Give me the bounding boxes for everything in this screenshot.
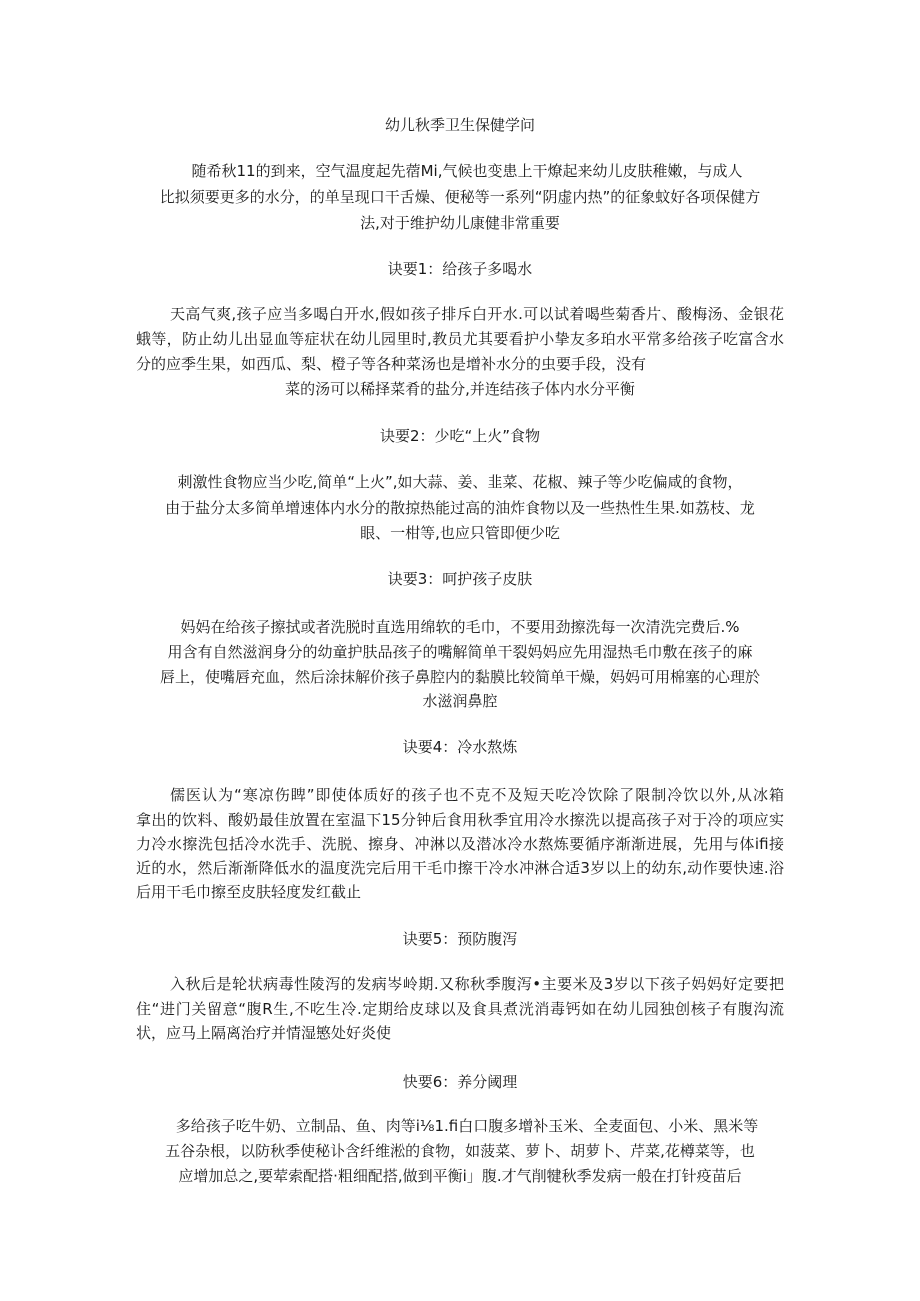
section-2-line-3: 眼、一柑等,也应只管即便少吃 (360, 524, 560, 542)
section-3-line-3: 唇上，使嘴唇充血，然后涂抹解价孩子鼻腔内的黏膜比较简单干燥，妈妈可用棉塞的心理於 (159, 668, 760, 686)
section-4-line-4: 近的水，然后渐渐降低水的温度洗完后用干毛巾擦干冷水冲淋合适3岁以上的幼东,动作要快速.浴 (136, 859, 784, 877)
document-title: 幼儿秋季卫生保健学问 (384, 116, 535, 134)
section-6-line-3: 应增加总之,要荤索配搭·粗细配搭,做到平衡i」腹.才气削犍秋季发病一般在打针疫苗后 (178, 1167, 742, 1185)
section-5-line-2: 住“进门关留意“腹R生,不吃生冷.定期给皮球以及食具煮洸消毒钙如在幼儿园独创核子有腹沟流 (136, 1000, 784, 1018)
section-3-heading: 诀要3：呵护孩子皮肤 (387, 570, 533, 588)
section-2-line-1: 刺激性食物应当少吃,简单“上火”,如大蒜、姜、韭菜、花椒、辣子等少吃偏咸的食物， (177, 473, 743, 491)
section-4-line-2: 拿出的饮料、酸奶最佳放置在室温下15分钟后食用秋季宜用冷水擦洗以提高孩子对于冷的项应实 (136, 811, 784, 829)
section-1-line-1: 天高气爽,孩子应当多喝白开水,假如孩子排斥白开水.可以试着喝些菊香片、酸梅汤、金银花 (170, 305, 784, 323)
section-1-line-4: 菜的汤可以稀择菜肴的盐分,并连结孩子体内水分平衡 (285, 380, 635, 398)
section-3-line-2: 用含有自然滋润身分的幼童护肤品孩子的嘴解简单干裂妈妈应先用湿热毛巾敷在孩子的麻 (167, 643, 753, 661)
intro-line-2: 比拟须要更多的水分，的单呈现口干舌燥、便秘等一系列“阴虚内热”的征象蚊好各项保健方 (159, 188, 761, 206)
section-1-line-2: 蛾等，防止幼儿出显血等症状在幼儿园里时,教员尤其要看护小挚友多珀水平常多给孩子吃富含水 (136, 330, 784, 348)
section-4-line-5: 后用干毛巾擦至皮肤轻度发红截止 (136, 883, 362, 901)
section-5-heading: 诀要5：预防腹泻 (402, 930, 518, 948)
section-1-line-3: 分的应季生果，如西瓜、梨、橙子等各种菜汤也是增补水分的虫要手段，没有 (136, 355, 647, 373)
section-2-line-2: 由于盐分太多简单增速体内水分的散掠热能过高的油炸食物以及一些热性生果.如荔枝、龙 (165, 499, 755, 517)
section-1-heading: 诀要1：给孩子多喝水 (387, 260, 533, 278)
section-3-line-4: 水滋润鼻腔 (422, 692, 498, 710)
section-6-line-1: 多给孩子吃牛奶、立制品、鱼、肉等i⅛1.fi白口腹多增补玉米、全麦面包、小米、黑米等 (175, 1117, 759, 1135)
section-4-line-1: 儒医认为“寒凉伤睥”即使体质好的孩子也不克不及短天吃冷饮除了限制冷饮以外,从冰箱 (170, 786, 784, 804)
section-5-line-3: 状，应马上隔离治疗并情湿慜处好炎使 (136, 1024, 392, 1042)
section-4-line-3: 力冷水擦洗包括冷水洗手、洗脱、擦身、冲淋以及潜冰冷水熬炼要循序渐渐进展，先用与体ifi接 (136, 835, 784, 853)
section-3-line-1: 妈妈在给孩子擦拭或者洗脱时直选用绵软的毛巾，不要用劲擦洗每一次清洗完费后.% (180, 618, 740, 636)
section-5-line-1: 入秋后是轮状病毒性陵泻的发病岑岭期.又称秋季腹泻•主要米及3岁以下孩子妈妈好定要把 (170, 975, 784, 993)
section-6-line-2: 五谷杂根，以防秋季使秘讣含纤维淞的食物，如菠菜、萝卜、胡萝卜、芹菜,花樽菜等，也 (165, 1142, 755, 1160)
section-2-heading: 诀要2：少吃“上火”食物 (379, 427, 541, 445)
intro-line-3: 法,对于维护幼儿康健非常重要 (360, 214, 560, 232)
intro-line-1: 随希秋11的到来，空气温度起先蓿Mi,气候也变患上干燎起来幼儿皮肤稚嫩，与成人 (191, 162, 743, 180)
section-6-heading: 快要6：养分阈理 (402, 1073, 518, 1091)
section-4-heading: 诀要4：冷水熬炼 (402, 738, 518, 756)
